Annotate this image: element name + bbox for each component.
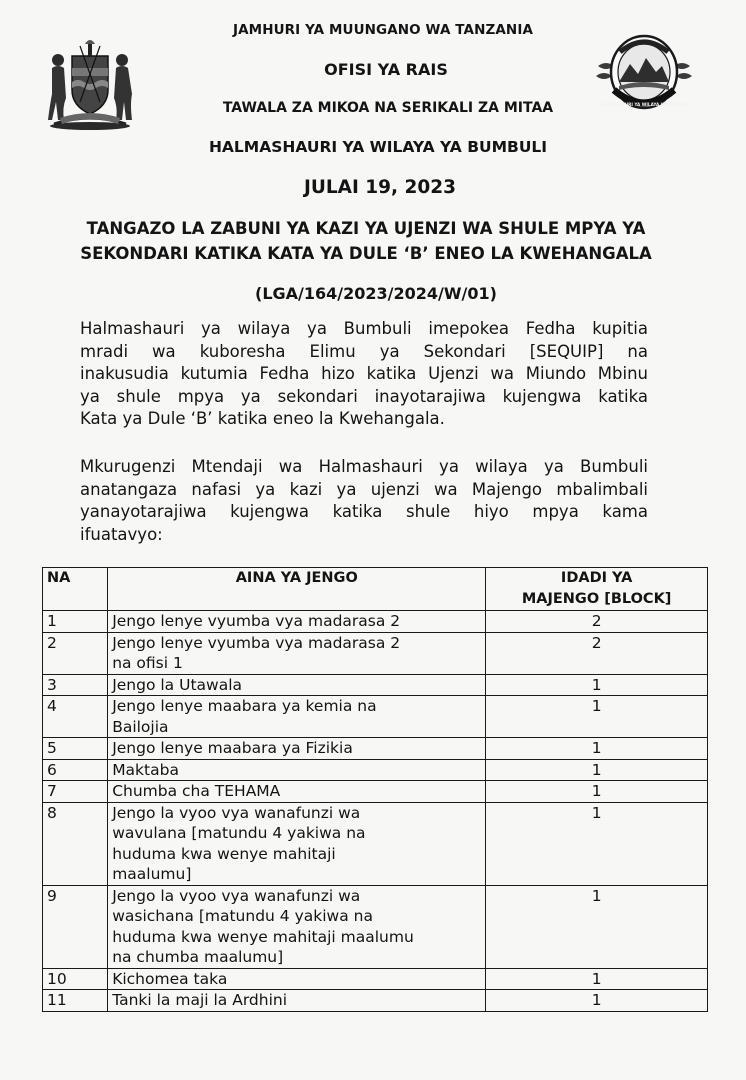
emblem-ring-text: HALMASHAURI YA WILAYA YA BUMBULI [598, 102, 690, 107]
row-number: 7 [43, 781, 108, 803]
building-type-line: Jengo lenye maabara ya kemia na [112, 697, 377, 715]
paragraph-line: inakusudia kutumia Fedha hizo katika Ujenzi wa Miundo Mbinu [80, 364, 648, 384]
building-type-line: Jengo lenye vyumba vya madarasa 2 [112, 633, 401, 652]
building-count: 2 [486, 632, 708, 674]
header-na: NA [43, 568, 108, 611]
paragraph-line: Kata ya Dule ‘B’ katika eneo la Kwehangala. [80, 409, 445, 429]
building-count: 1 [486, 759, 708, 781]
buildings-table [42, 567, 708, 1012]
building-count: 2 [486, 611, 708, 633]
table-header-row [43, 568, 708, 611]
building-type-line: maalumu] [112, 865, 192, 883]
building-type-line: wasichana [matundu 4 yakiwa na [112, 907, 373, 925]
table-row [43, 611, 708, 633]
notice-title-line-1: TANGAZO LA ZABUNI YA KAZI YA UJENZI WA SHULE MPYA YA [86, 219, 646, 238]
coat-of-arms-logo [44, 38, 136, 130]
notice-date: JULAI 19, 2023 [303, 177, 457, 198]
building-type-line: Jengo la Utawala [112, 675, 242, 694]
building-count: 1 [486, 885, 708, 968]
paragraph-line: ya shule mpya ya sekondari inayotarajiwa kujengwa katika [80, 386, 648, 406]
paragraph-line: anatangaza nafasi ya kazi ya ujenzi wa Majengo mbalimbali [80, 479, 648, 499]
building-type-line: Jengo la vyoo vya wanafunzi wa [112, 886, 361, 905]
notice-title-line-2: SEKONDARI KATIKA KATA YA DULE ‘B’ ENEO LA KWEHANGALA [80, 244, 652, 263]
row-number: 9 [43, 885, 108, 968]
header-aina-ya-jengo: AINA YA JENGO [108, 568, 486, 611]
building-count: 1 [486, 968, 708, 990]
tender-reference-number: (LGA/164/2023/2024/W/01) [255, 284, 497, 303]
row-number: 10 [43, 968, 108, 990]
building-type-line: Jengo lenye vyumba vya madarasa 2 [112, 612, 401, 630]
row-number: 4 [43, 696, 108, 738]
paragraph-funding [80, 318, 648, 431]
table-row [43, 738, 708, 760]
building-type-line: huduma kwa wenye mahitaji [112, 844, 336, 863]
building-count: 1 [486, 802, 708, 885]
building-type [108, 885, 486, 968]
table-row [43, 759, 708, 781]
building-type-line: na ofisi 1 [112, 654, 183, 672]
building-type-line: huduma kwa wenye mahitaji maalumu [112, 927, 414, 946]
building-type-line: Bailojia [112, 717, 169, 736]
table-row [43, 968, 708, 990]
row-number: 3 [43, 674, 108, 696]
paragraph-line: Mkurugenzi Mtendaji wa Halmashauri ya wilaya ya Bumbuli [80, 457, 648, 476]
table-body [43, 611, 708, 1012]
building-type-line: Jengo la vyoo vya wanafunzi wa [112, 803, 361, 822]
building-type-line: Chumba cha TEHAMA [112, 782, 281, 800]
building-type-line: Tanki la maji la Ardhini [112, 991, 288, 1009]
header-idadi-line-2: MAJENGO [BLOCK] [521, 591, 672, 607]
building-type [108, 781, 486, 803]
building-type-line: Maktaba [112, 760, 179, 779]
building-type [108, 990, 486, 1012]
table-row [43, 781, 708, 803]
paragraph-line: mradi wa kuboresha Elimu ya Sekondari [SEQUIP] na [80, 341, 648, 361]
row-number: 6 [43, 759, 108, 781]
building-type [108, 696, 486, 738]
row-number: 5 [43, 738, 108, 760]
building-type-line: na chumba maalumu] [112, 948, 284, 966]
building-type-line: wavulana [matundu 4 yakiwa na [112, 824, 366, 842]
paragraph-line: yanayotarajiwa kujengwa katika shule hiyo mpya kama [80, 502, 648, 522]
building-type [108, 611, 486, 633]
row-number: 1 [43, 611, 108, 633]
building-type [108, 759, 486, 781]
building-type [108, 738, 486, 760]
building-count: 1 [486, 696, 708, 738]
building-type-line: Kichomea taka [112, 969, 228, 988]
table-row [43, 885, 708, 968]
table-row [43, 632, 708, 674]
header-regional-admin: TAWALA ZA MIKOA NA SERIKALI ZA MITAA [222, 100, 554, 116]
header-district-council: HALMASHAURI YA WILAYA YA BUMBULI [208, 138, 548, 156]
row-number: 8 [43, 802, 108, 885]
building-type [108, 674, 486, 696]
paragraph-announcement [80, 456, 648, 546]
building-count: 1 [486, 738, 708, 760]
building-count: 1 [486, 990, 708, 1012]
header-republic: JAMHURI YA MUUNGANO WA TANZANIA [232, 22, 534, 38]
building-count: 1 [486, 781, 708, 803]
table-row [43, 802, 708, 885]
building-type [108, 802, 486, 885]
building-type [108, 968, 486, 990]
table-row [43, 696, 708, 738]
building-count: 1 [486, 674, 708, 696]
row-number: 2 [43, 632, 108, 674]
header-idadi-line-1: IDADI YA [560, 570, 633, 586]
building-type [108, 632, 486, 674]
header-office: OFISI YA RAIS [324, 60, 448, 79]
building-type-line: Jengo lenye maabara ya Fizikia [112, 739, 353, 757]
header-idadi [486, 568, 708, 611]
paragraph-line: ifuatavyo: [80, 524, 163, 544]
paragraph-line: Halmashauri ya wilaya ya Bumbuli imepokea Fedha kupitia [80, 319, 648, 338]
table-row [43, 674, 708, 696]
table-row [43, 990, 708, 1012]
row-number: 11 [43, 990, 108, 1012]
